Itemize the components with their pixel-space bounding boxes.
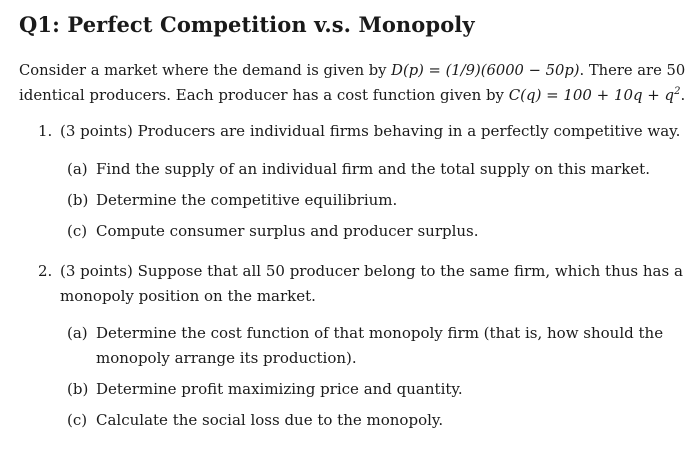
part-label: (a) xyxy=(67,324,88,342)
question-number: 1. xyxy=(38,122,53,140)
part-text: Find the supply of an individual firm and the total supply on this market. xyxy=(96,160,650,178)
intro-paragraph xyxy=(19,58,686,108)
part-text: Compute consumer surplus and producer surplus. xyxy=(96,222,479,240)
question-text: (3 points) Suppose that all 50 producer belong to the same firm, which thus has a xyxy=(60,262,683,280)
demand-function: D(p) = (1/9)(6000 − 50p) xyxy=(391,61,580,79)
exponent: 2 xyxy=(674,86,681,97)
part-text: Determine the competitive equilibrium. xyxy=(96,191,398,209)
intro-line-2 xyxy=(19,83,686,108)
cost-function: C(q) = 100 + 10q + q xyxy=(508,86,675,104)
part-label: (a) xyxy=(67,160,88,178)
part-label: (b) xyxy=(67,191,89,209)
part-text: monopoly arrange its production). xyxy=(96,349,357,367)
intro-text: identical producers. Each producer has a cost function given by xyxy=(19,86,509,104)
question-text: monopoly position on the market. xyxy=(60,287,316,305)
page-title: Q1: Perfect Competition v.s. Monopoly xyxy=(19,12,475,37)
intro-text: . xyxy=(680,86,686,104)
part-label: (b) xyxy=(67,380,89,398)
part-text: Determine the cost function of that monopoly firm (that is, how should the xyxy=(96,324,664,342)
intro-text: . There are 50 xyxy=(579,61,686,79)
intro-line-1 xyxy=(19,58,686,83)
part-label: (c) xyxy=(67,222,88,240)
part-text: Calculate the social loss due to the monopoly. xyxy=(96,411,444,429)
question-text: (3 points) Producers are individual firms behaving in a perfectly competitive way. xyxy=(60,122,681,140)
question-number: 2. xyxy=(38,262,53,280)
part-label: (c) xyxy=(67,411,88,429)
intro-text: Consider a market where the demand is given by xyxy=(19,61,392,79)
part-text: Determine profit maximizing price and quantity. xyxy=(96,380,463,398)
